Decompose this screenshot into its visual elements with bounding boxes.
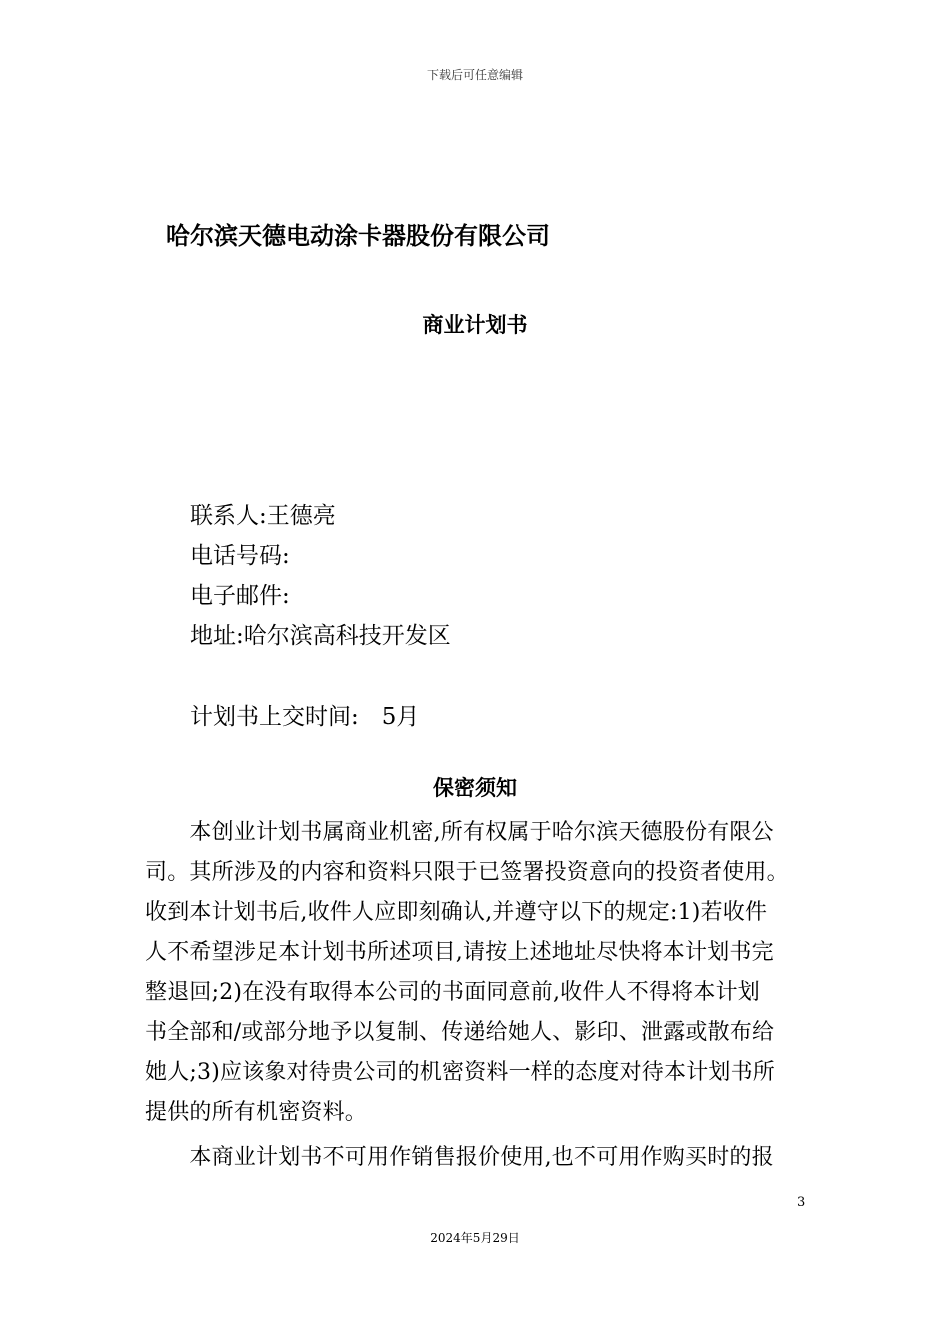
confidentiality-line: 人不希望涉足本计划书所述项目,请按上述地址尽快将本计划书完: [145, 940, 774, 965]
footer-date: 2024年5月29日: [430, 1231, 520, 1245]
company-name: 哈尔滨天德电动涂卡器股份有限公司: [166, 222, 550, 250]
document-title: 商业计划书: [422, 313, 528, 337]
confidentiality-line: 提供的所有机密资料。: [145, 1100, 368, 1125]
confidentiality-line: 本商业计划书不可用作销售报价使用,也不可用作购买时的报: [145, 1145, 774, 1170]
contact-phone: 电话号码:: [190, 543, 290, 569]
confidentiality-line: 书全部和/或部分地予以复制、传递给她人、影印、泄露或散布给: [145, 1020, 775, 1045]
confidentiality-heading: 保密须知: [433, 776, 517, 800]
confidentiality-line: 她人;3)应该象对待贵公司的机密资料一样的态度对待本计划书所: [145, 1060, 775, 1085]
contact-email: 电子邮件:: [190, 583, 290, 609]
confidentiality-line: 司。其所涉及的内容和资料只限于已签署投资意向的投资者使用。: [145, 860, 789, 885]
header-note: 下载后可任意编辑: [426, 68, 523, 82]
submit-time: 计划书上交时间: 5月: [190, 704, 420, 730]
confidentiality-line: 收到本计划书后,收件人应即刻确认,并遵守以下的规定:1)若收件: [145, 900, 768, 925]
page-number: 3: [797, 1195, 806, 1210]
contact-address: 地址:哈尔滨高科技开发区: [190, 623, 451, 649]
contact-person: 联系人:王德亮: [190, 503, 336, 529]
confidentiality-line: 本创业计划书属商业机密,所有权属于哈尔滨天德股份有限公: [145, 820, 774, 845]
confidentiality-line: 整退回;2)在没有取得本公司的书面同意前,收件人不得将本计划: [145, 980, 760, 1005]
